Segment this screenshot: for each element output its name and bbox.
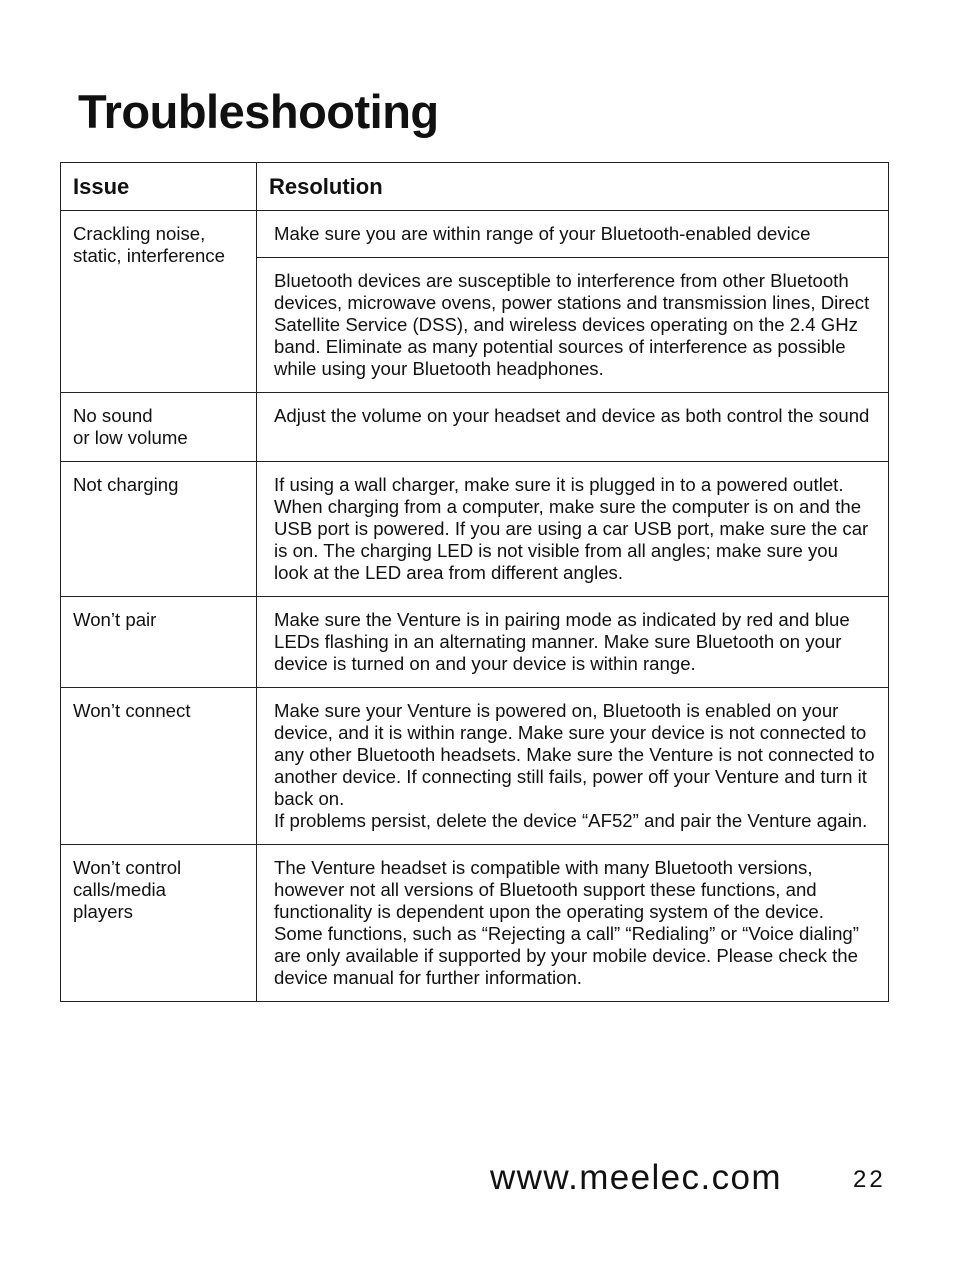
table-header-row [61, 163, 889, 211]
table-row [61, 845, 889, 1002]
table-row [61, 597, 889, 688]
issue-cell: Won’t pair [61, 597, 257, 688]
table-row [61, 211, 889, 258]
footer-website-url: www.meelec.com [490, 1158, 782, 1197]
resolution-cell: If using a wall charger, make sure it is plugged in to a powered outlet. When charging from a computer, make sure the computer is on and the USB port is powered. If you are using a car USB port, make sure the car is on. The charging LED is not visible from all angles; make sure you look at the LED area from different angles. [257, 462, 889, 597]
issue-cell: Crackling noise, static, interference [61, 211, 257, 393]
page-number: 22 [853, 1166, 886, 1193]
resolution-column-header: Resolution [257, 163, 889, 211]
resolution-cell: The Venture headset is compatible with many Bluetooth versions, however not all versions of Bluetooth support these functions, and functionality is dependent upon the operating system of the device. Some functions, such as “Rejecting a call” “Redialing” or “Voice dialing” are only available if supported by your mobile device. Please check the device manual for further information. [257, 845, 889, 1002]
table-row [61, 688, 889, 845]
table-row [61, 462, 889, 597]
issue-cell: Not charging [61, 462, 257, 597]
resolution-cell: Make sure you are within range of your Bluetooth-enabled device [257, 211, 889, 258]
troubleshooting-table [60, 162, 889, 1002]
issue-cell: No sound or low volume [61, 393, 257, 462]
issue-cell: Won’t connect [61, 688, 257, 845]
issue-column-header: Issue [61, 163, 257, 211]
issue-cell: Won’t control calls/media players [61, 845, 257, 1002]
table-row [61, 393, 889, 462]
resolution-cell: Bluetooth devices are susceptible to interference from other Bluetooth devices, microwave ovens, power stations and transmission lines, Direct Satellite Service (DSS), and wireless devices operating on the 2.4 GHz band. Eliminate as many potential sources of interference as possible while using your Bluetooth headphones. [257, 258, 889, 393]
page-title: Troubleshooting [78, 85, 439, 138]
resolution-cell: Make sure the Venture is in pairing mode as indicated by red and blue LEDs flashing in an alternating manner. Make sure Bluetooth on your device is turned on and your device is within range. [257, 597, 889, 688]
resolution-cell: Adjust the volume on your headset and device as both control the sound [257, 393, 889, 462]
resolution-cell: Make sure your Venture is powered on, Bluetooth is enabled on your device, and it is within range. Make sure your device is not connected to any other Bluetooth headsets. Make sure the Venture is not connected to another device. If connecting still fails, power off your Venture and turn it back on. If problems persist, delete the device “AF52” and pair the Venture again. [257, 688, 889, 845]
